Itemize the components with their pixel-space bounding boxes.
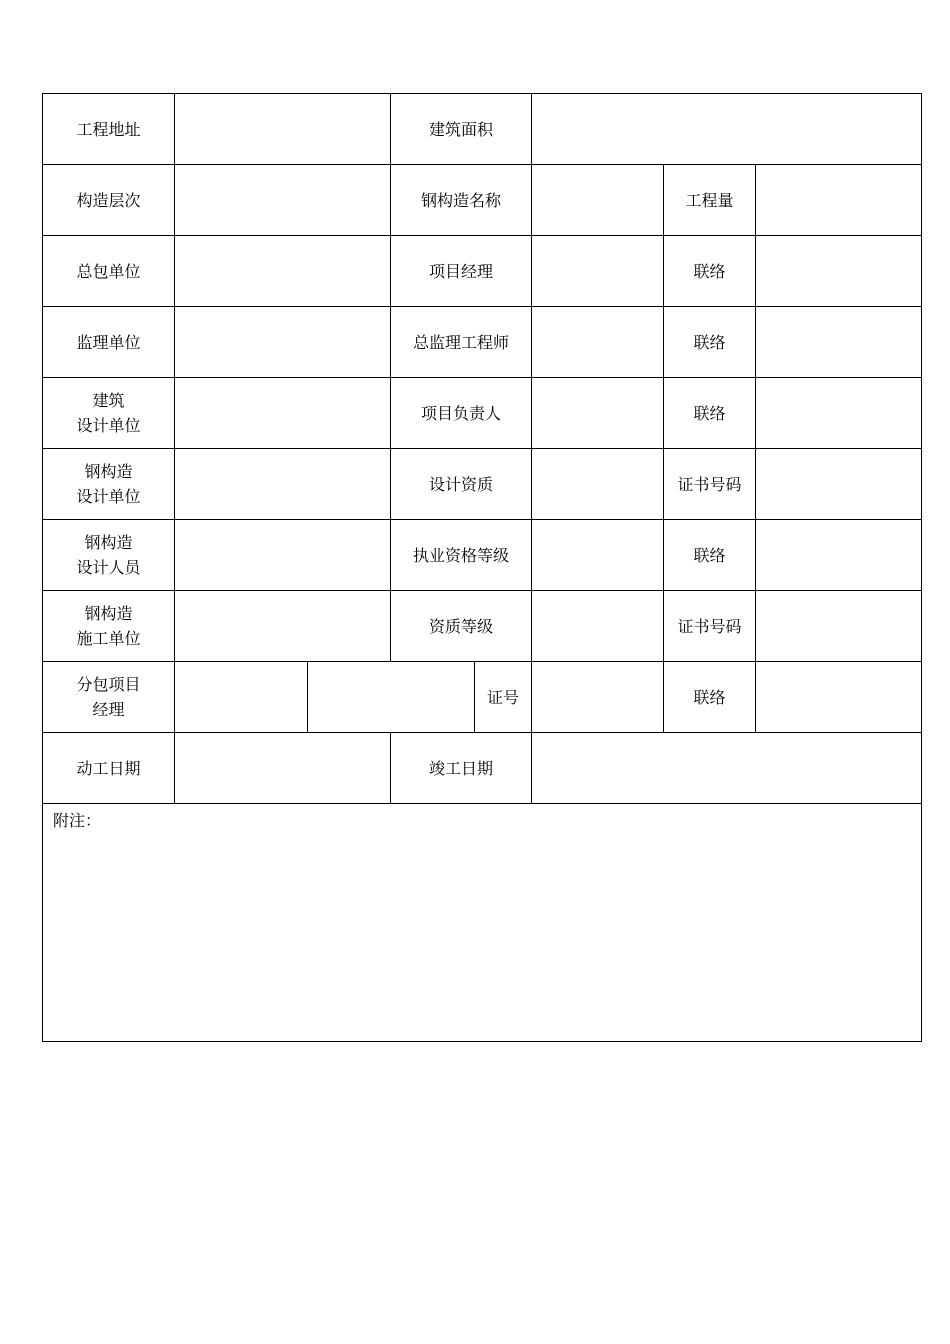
field-start-date[interactable] [175,733,391,804]
label-line: 经理 [92,700,125,719]
field-project-address[interactable] [175,94,391,165]
field-certificate-number[interactable] [756,591,922,662]
field-contact[interactable] [756,236,922,307]
project-info-form [42,93,922,1042]
field-steel-structure-name[interactable] [532,165,664,236]
label-contact: 联络 [664,662,756,733]
label-architectural-design-unit [43,378,175,449]
form-row-structure-level [43,165,922,236]
field-completion-date[interactable] [532,733,922,804]
label-certificate-no: 证号 [475,662,532,733]
form-row-steel-designer [43,520,922,591]
form-row-dates [43,733,922,804]
label-steel-structure-name: 钢构造名称 [391,165,532,236]
label-line: 分包项目 [76,675,141,694]
label-project-address: 工程地址 [43,94,175,165]
field-certificate-no[interactable] [532,662,664,733]
label-project-leader: 项目负责人 [391,378,532,449]
form-row-steel-construction-unit [43,591,922,662]
field-steel-design-unit[interactable] [175,449,391,520]
label-line: 设计单位 [76,487,141,506]
field-supervision-unit[interactable] [175,307,391,378]
field-project-manager[interactable] [532,236,664,307]
field-contact[interactable] [756,307,922,378]
field-contact[interactable] [756,378,922,449]
label-line: 钢构造 [84,533,133,552]
field-steel-construction-unit[interactable] [175,591,391,662]
label-building-area: 建筑面积 [391,94,532,165]
label-chief-supervisor: 总监理工程师 [391,307,532,378]
field-subcontract-manager-name[interactable] [175,662,308,733]
label-design-qualification: 设计资质 [391,449,532,520]
field-certificate-number[interactable] [756,449,922,520]
label-line: 钢构造 [84,604,133,623]
field-practice-qualification-level[interactable] [532,520,664,591]
label-start-date: 动工日期 [43,733,175,804]
label-steel-construction-unit [43,591,175,662]
field-building-area[interactable] [532,94,922,165]
label-line: 施工单位 [76,629,141,648]
label-line: 设计单位 [76,416,141,435]
form-row-subcontract-manager [43,662,922,733]
label-practice-qualification-level: 执业资格等级 [391,520,532,591]
label-project-manager: 项目经理 [391,236,532,307]
form-row-notes [43,804,922,1042]
label-line: 设计人员 [76,558,141,577]
label-steel-design-unit [43,449,175,520]
field-general-contractor[interactable] [175,236,391,307]
label-contact: 联络 [664,520,756,591]
field-project-leader[interactable] [532,378,664,449]
form-row-steel-design-unit [43,449,922,520]
label-contact: 联络 [664,236,756,307]
form-row-project-address [43,94,922,165]
field-architectural-design-unit[interactable] [175,378,391,449]
field-steel-designer[interactable] [175,520,391,591]
label-work-quantity: 工程量 [664,165,756,236]
label-contact: 联络 [664,307,756,378]
form-row-general-contractor [43,236,922,307]
notes-label: 附注： [53,811,102,830]
form-row-architectural-design-unit [43,378,922,449]
label-line: 建筑 [92,391,125,410]
field-qualification-level[interactable] [532,591,664,662]
form-row-supervision-unit [43,307,922,378]
label-qualification-level: 资质等级 [391,591,532,662]
label-contact: 联络 [664,378,756,449]
label-steel-designer [43,520,175,591]
field-chief-supervisor[interactable] [532,307,664,378]
label-certificate-number: 证书号码 [664,591,756,662]
notes-field[interactable] [43,804,922,1042]
label-line: 钢构造 [84,462,133,481]
field-design-qualification[interactable] [532,449,664,520]
label-structure-level: 构造层次 [43,165,175,236]
field-contact[interactable] [756,520,922,591]
label-completion-date: 竣工日期 [391,733,532,804]
field-work-quantity[interactable] [756,165,922,236]
label-subcontract-project-manager [43,662,175,733]
label-supervision-unit: 监理单位 [43,307,175,378]
field-subcontract-manager-extra[interactable] [308,662,475,733]
label-general-contractor: 总包单位 [43,236,175,307]
field-structure-level[interactable] [175,165,391,236]
field-contact[interactable] [756,662,922,733]
label-certificate-number: 证书号码 [664,449,756,520]
